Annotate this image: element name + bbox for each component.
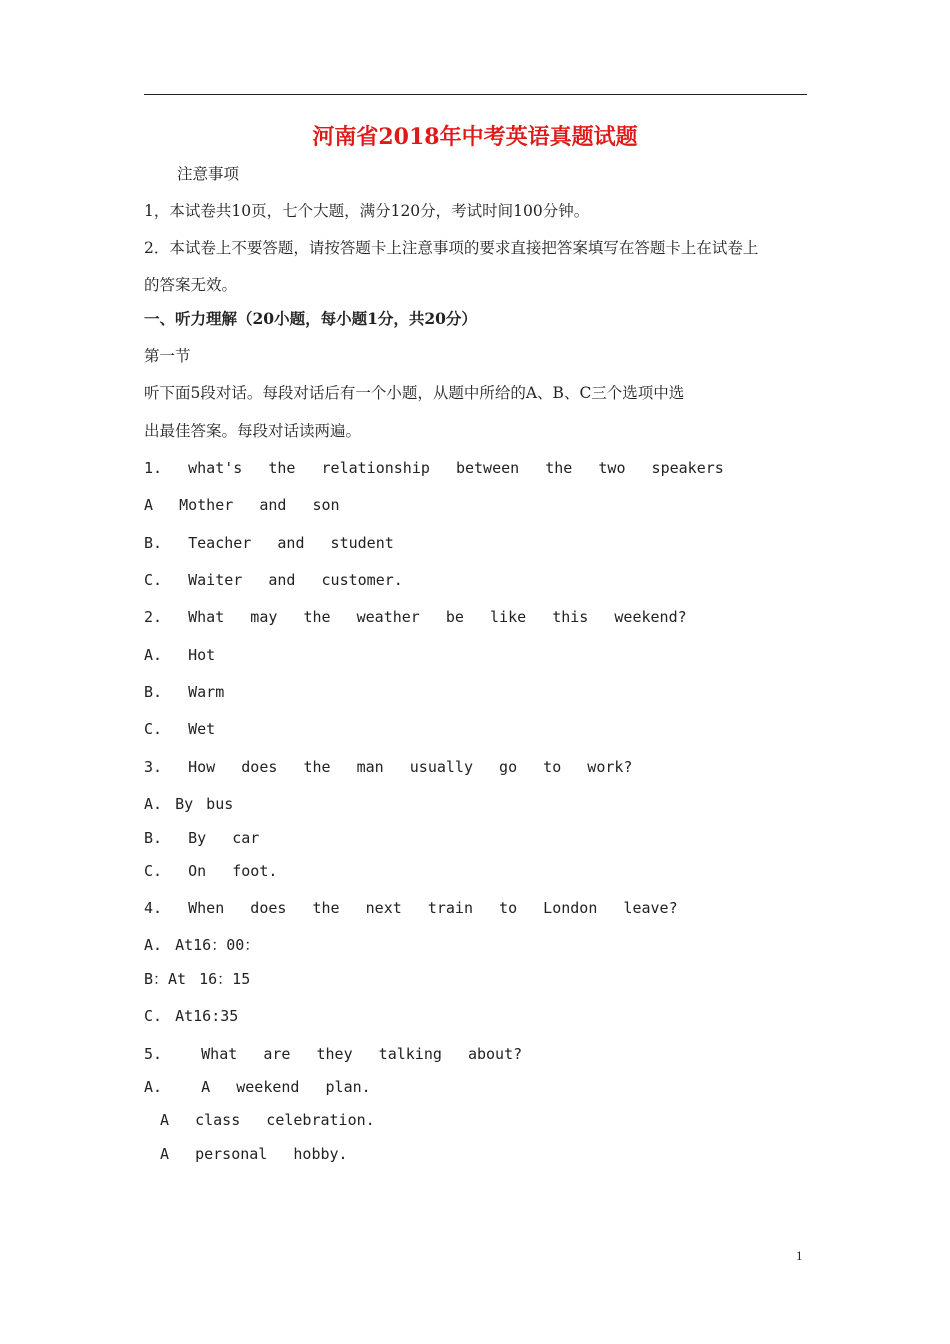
notice-item-1: 1，本试卷共10页，七个大题，满分120分，考试时间100分钟。 [144,202,590,220]
question-stem: 1. what's the relationship between the two speakers [144,459,724,477]
question-option: B. Teacher and student [144,534,394,552]
header-rule [144,94,807,95]
question-stem: 2. What may the weather be like this weekend? [144,608,687,626]
section-instruction-line-1: 听下面5段对话。每段对话后有一个小题，从题中所给的A、B、C三个选项中选 [144,384,685,402]
section-part: 第一节 [144,347,191,365]
question-option: B. Warm [144,683,225,701]
question-stem: 4. When does the next train to London leave? [144,899,678,917]
question-option: B. By car [144,829,260,847]
question-stem: 3. How does the man usually go to work? [144,758,633,776]
page-number: 1 [796,1248,803,1263]
question-stem: 5. What are they talking about? [144,1045,523,1063]
notice-item-2-line-1: 2．本试卷上不要答题，请按答题卡上注意事项的要求直接把答案填写在答题卡上在试卷上 [144,239,759,257]
question-option: C. On foot. [144,862,278,880]
question-option: A Mother and son [144,496,340,514]
question-option: A. Hot [144,646,216,664]
section-title: 一、听力理解（20小题，每小题1分，共20分） [144,309,477,328]
notice-heading: 注意事项 [177,165,240,183]
question-option: A. By bus [144,795,234,813]
question-option: C. Wet [144,720,216,738]
question-option: A personal hobby. [160,1145,348,1163]
question-option: A. A weekend plan. [144,1078,371,1096]
question-option: A class celebration. [160,1111,375,1129]
section-instruction-line-2: 出最佳答案。每段对话读两遍。 [144,422,362,440]
notice-item-2-line-2: 的答案无效。 [144,276,238,294]
question-option: C. Waiter and customer. [144,571,403,589]
question-option: C. At16:35 [144,1007,239,1025]
document-title: 河南省2018年中考英语真题试题 [312,124,638,150]
question-option: B：At 16：15 [144,970,251,988]
question-option: A. At16：00： [144,936,260,954]
